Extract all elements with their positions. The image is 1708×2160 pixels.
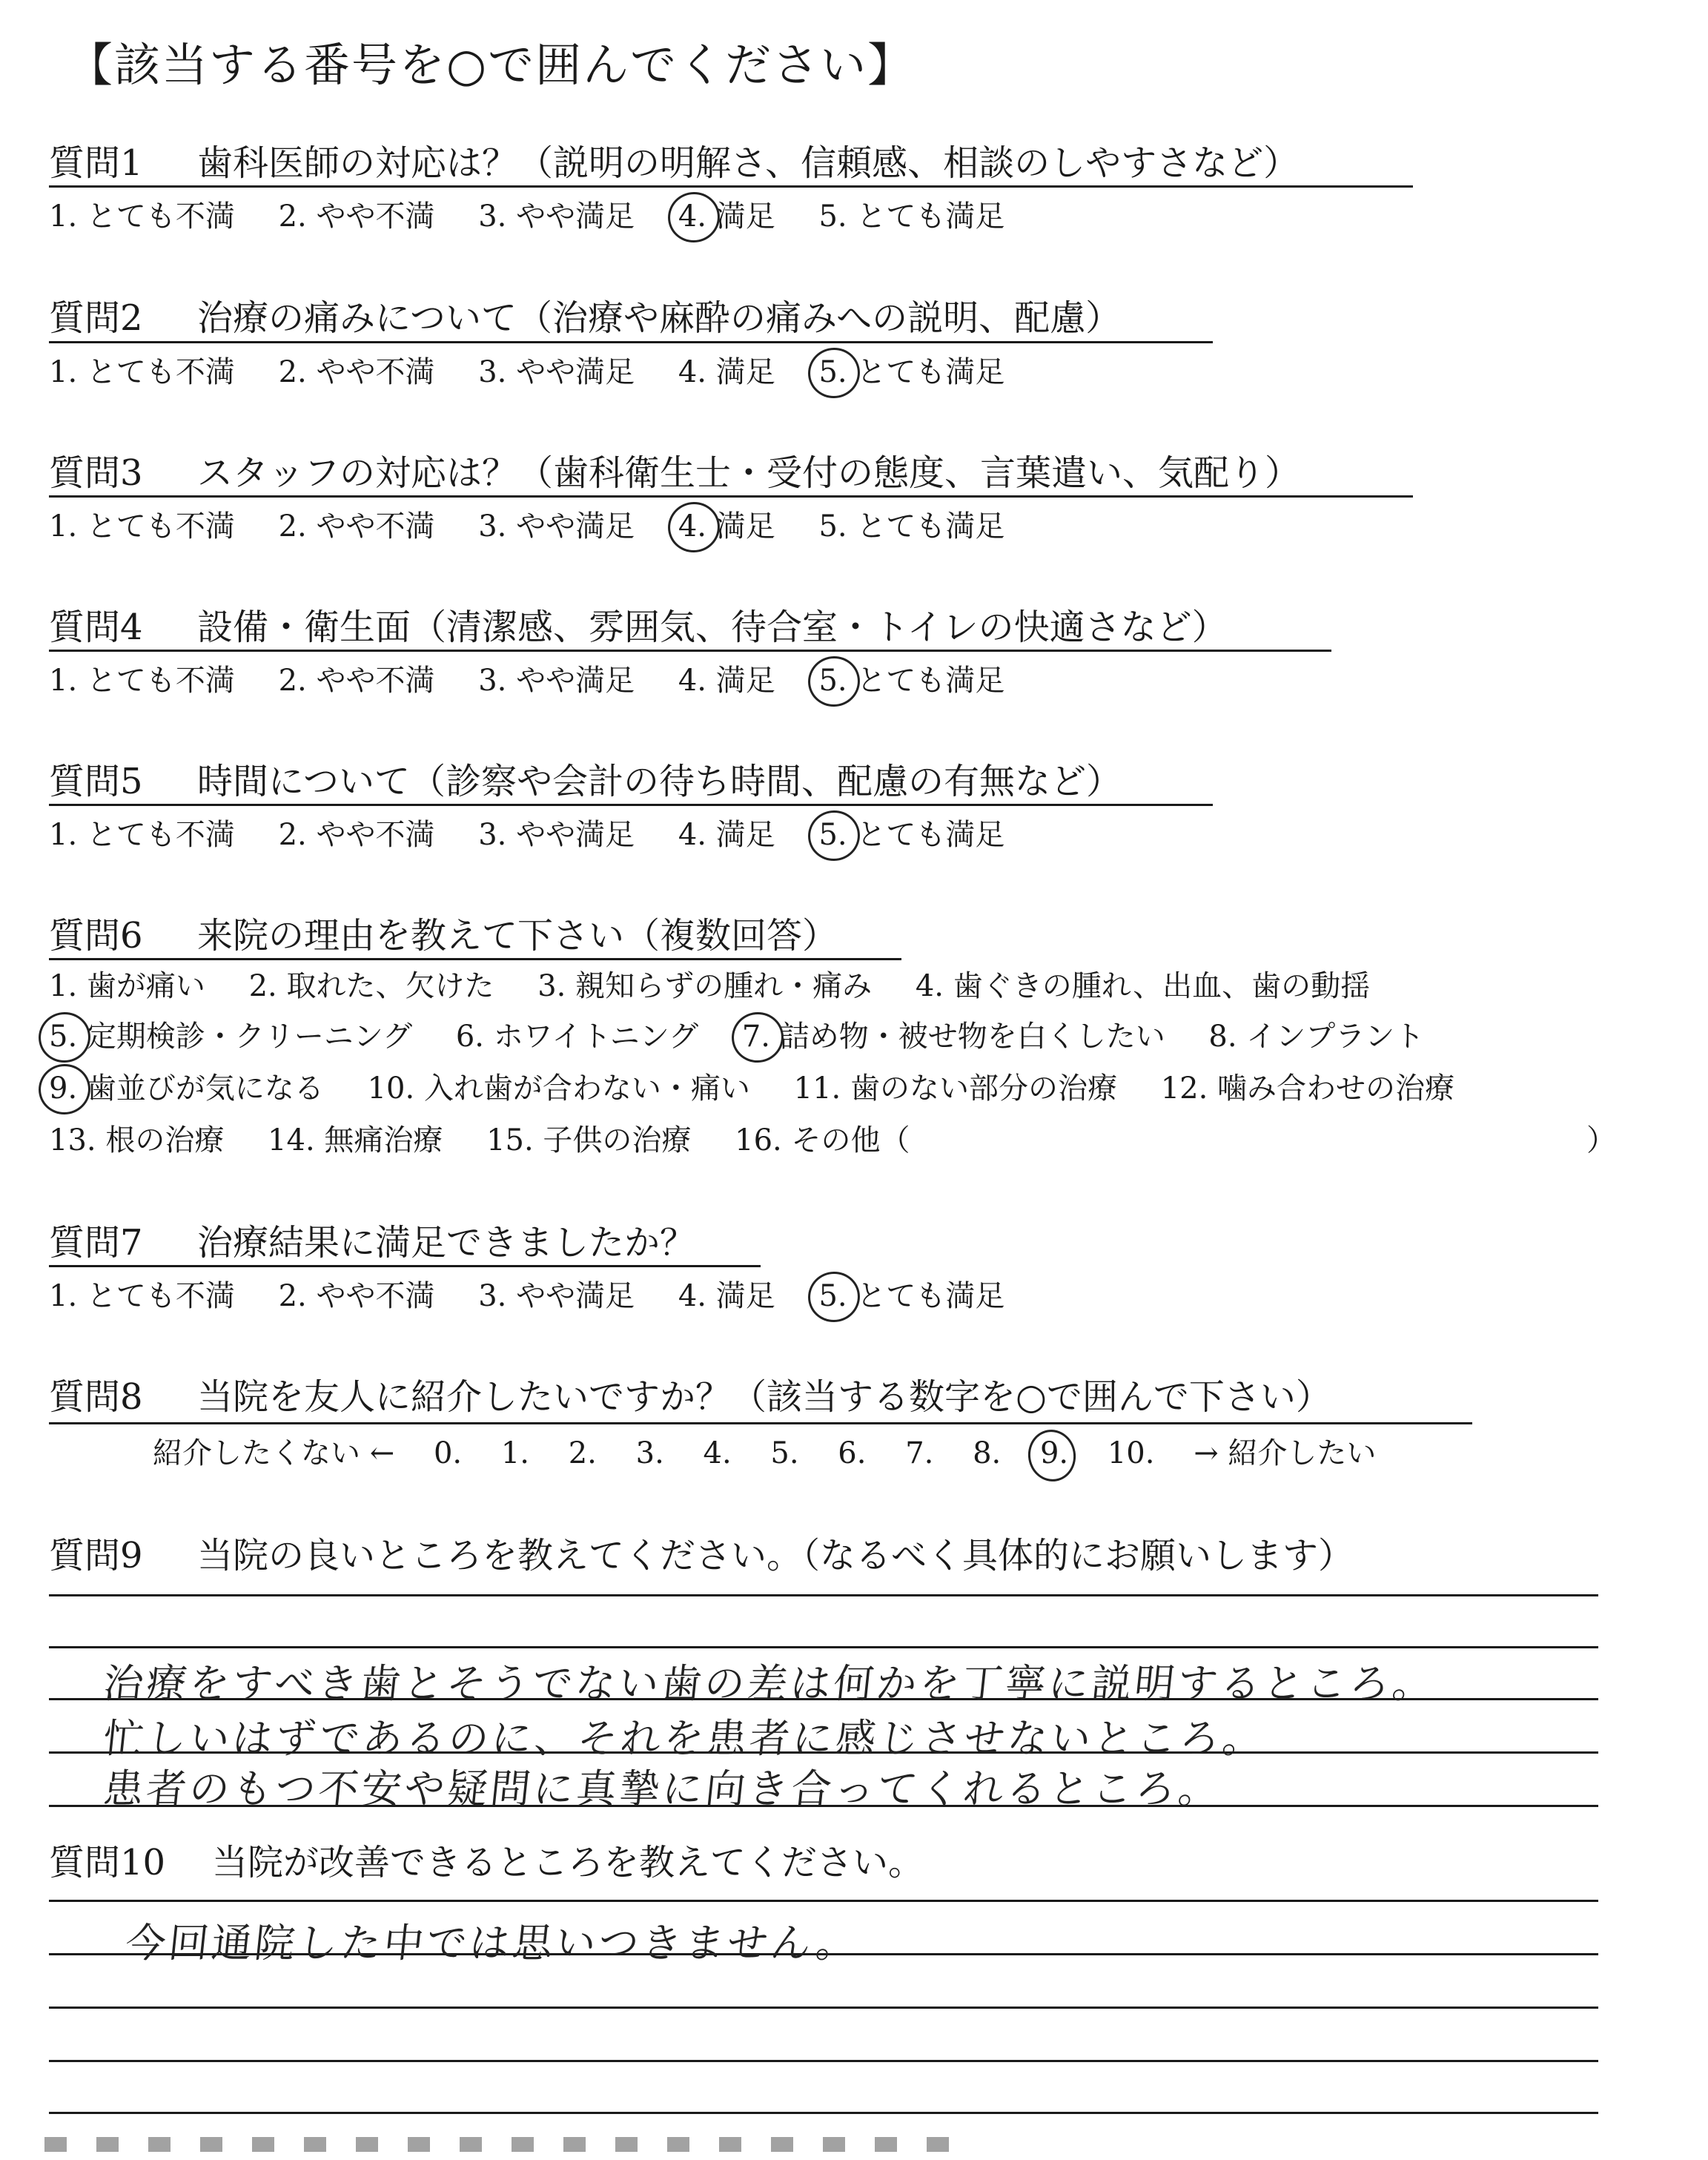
nps-right-label: → 紹介したい: [1194, 1436, 1377, 1470]
question-3-heading: [49, 452, 1301, 494]
question-6-row-1: [49, 971, 1404, 1001]
q3-option-5[interactable]: 5. とても満足: [818, 509, 1005, 544]
q9-answer-text-1[interactable]: 治療をすべき歯とそうでない歯の差は何かを丁寧に説明するところ。: [101, 1660, 1438, 1707]
q6-option-10[interactable]: 10. 入れ歯が合わない・痛い: [367, 1071, 750, 1106]
question-6-row-2: [49, 1020, 1458, 1054]
q6-option-9-selected[interactable]: 9. 歯並びが気になる: [49, 1071, 324, 1106]
question-5-number: 質問5: [49, 761, 143, 802]
question-3-text: スタッフの対応は？（歯科衛生士・受付の態度、言葉遣い、気配り）: [197, 452, 1301, 494]
question-8-heading: [49, 1376, 1331, 1418]
q10-answer-line-4: [49, 2060, 1598, 2062]
q10-answer-line-3: [49, 2007, 1598, 2009]
q10-answer-line-5: [49, 2112, 1598, 2114]
q1-option-5[interactable]: 5. とても満足: [818, 199, 1005, 234]
q7-option-1[interactable]: 1. とても不満: [49, 1279, 235, 1313]
q7-option-2[interactable]: 2. やや不満: [278, 1279, 435, 1313]
page-title: 【該当する番号を○で囲んでください】: [67, 38, 916, 92]
question-4-rule: [49, 650, 1331, 652]
question-7-number: 質問7: [49, 1222, 143, 1264]
question-9-text: 当院の良いところを教えてください。（なるべく具体的にお願いします）: [197, 1535, 1354, 1576]
q5-option-3[interactable]: 3. やや満足: [478, 818, 635, 852]
q6-option-7-selected[interactable]: 7. 詰め物・被せ物を白くしたい: [741, 1020, 1165, 1054]
q2-option-5-selected[interactable]: 5. とても満足: [818, 355, 1005, 389]
question-6-number: 質問6: [49, 915, 143, 957]
q5-option-1[interactable]: 1. とても不満: [49, 818, 235, 852]
question-5-rule: [49, 804, 1213, 806]
question-4-text: 設備・衛生面（清潔感、雰囲気、待合室・トイレの快適さなど）: [197, 607, 1228, 648]
nps-2[interactable]: 2.: [568, 1436, 597, 1470]
nps-0[interactable]: 0.: [433, 1436, 463, 1470]
q4-option-2[interactable]: 2. やや不満: [278, 664, 435, 698]
question-10-heading: [49, 1842, 924, 1883]
q9-answer-line-2: [49, 1646, 1598, 1648]
q6-option-4[interactable]: 4. 歯ぐきの腫れ、出血、歯の動揺: [915, 969, 1371, 1003]
q4-option-1[interactable]: 1. とても不満: [49, 664, 235, 698]
question-10-number: 質問10: [49, 1842, 166, 1883]
question-5-options: [49, 820, 1039, 850]
question-6-heading: [49, 915, 838, 957]
q5-option-2[interactable]: 2. やや不満: [278, 818, 435, 852]
question-1-number: 質問1: [49, 142, 143, 184]
q6-option-16[interactable]: 16. その他（: [735, 1123, 910, 1157]
question-2-rule: [49, 341, 1213, 343]
q9-answer-text-3[interactable]: 患者のもつ不安や疑問に真摯に向き合ってくれるところ。: [101, 1766, 1224, 1812]
q3-option-1[interactable]: 1. とても不満: [49, 509, 235, 544]
question-4-options: [49, 666, 1039, 696]
q2-option-4[interactable]: 4. 満足: [678, 355, 775, 389]
q2-option-2[interactable]: 2. やや不満: [278, 355, 435, 389]
question-2-options: [49, 357, 1039, 387]
nps-9-selected[interactable]: 9.: [1039, 1436, 1069, 1470]
q7-option-4[interactable]: 4. 満足: [678, 1279, 775, 1313]
q2-option-1[interactable]: 1. とても不満: [49, 355, 235, 389]
q6-option-1[interactable]: 1. 歯が痛い: [49, 969, 205, 1003]
question-7-heading: [49, 1222, 696, 1264]
cut-off-footer-text: [44, 2137, 964, 2152]
question-4-heading: [49, 607, 1228, 648]
q7-option-3[interactable]: 3. やや満足: [478, 1279, 635, 1313]
question-8-number: 質問8: [49, 1376, 143, 1418]
q3-option-4-selected[interactable]: 4. 満足: [678, 509, 775, 544]
nps-left-label: 紹介したくない ←: [153, 1436, 395, 1470]
nps-6[interactable]: 6.: [838, 1436, 867, 1470]
q10-answer-text-1[interactable]: 今回通院した中では思いつきません。: [123, 1920, 862, 1966]
q6-option-15[interactable]: 15. 子供の治療: [486, 1123, 692, 1157]
q6-option-5-selected[interactable]: 5. 定期検診・クリーニング: [49, 1020, 413, 1054]
q6-option-14[interactable]: 14. 無痛治療: [268, 1123, 443, 1157]
question-6-text: 来院の理由を教えて下さい（複数回答）: [197, 915, 838, 957]
question-10-text: 当院が改善できるところを教えてください。: [212, 1842, 924, 1883]
q6-option-6[interactable]: 6. ホワイトニング: [455, 1020, 699, 1054]
question-3-options: [49, 509, 1039, 544]
q7-option-5-selected[interactable]: 5. とても満足: [818, 1279, 1005, 1313]
q6-option-3[interactable]: 3. 親知らずの腫れ・痛み: [537, 969, 873, 1003]
question-6-row-4: [49, 1123, 944, 1157]
question-8-text: 当院を友人に紹介したいですか？（該当する数字を○で囲んで下さい）: [197, 1376, 1331, 1418]
q6-option-12[interactable]: 12. 噛み合わせの治療: [1160, 1071, 1455, 1106]
question-1-options: [49, 199, 1039, 234]
q1-option-2[interactable]: 2. やや不満: [278, 199, 435, 234]
q5-option-4[interactable]: 4. 満足: [678, 818, 775, 852]
question-8-rule: [49, 1422, 1472, 1424]
question-9-heading: [49, 1535, 1354, 1576]
question-2-number: 質問2: [49, 297, 143, 339]
q6-option-2[interactable]: 2. 取れた、欠けた: [248, 969, 494, 1003]
q5-option-5-selected[interactable]: 5. とても満足: [818, 818, 1005, 852]
question-4-number: 質問4: [49, 607, 143, 648]
question-1-text: 歯科医師の対応は？（説明の明解さ、信頼感、相談のしやすさなど）: [197, 142, 1300, 184]
q1-option-1[interactable]: 1. とても不満: [49, 199, 235, 234]
question-1-rule: [49, 185, 1413, 188]
question-6-rule: [49, 958, 901, 960]
nps-7[interactable]: 7.: [905, 1436, 934, 1470]
question-3-number: 質問3: [49, 452, 143, 494]
question-8-scale: [153, 1436, 1406, 1470]
question-3-rule: [49, 495, 1413, 498]
q9-answer-text-2[interactable]: 忙しいはずであるのに、それを患者に感じさせないところ。: [101, 1715, 1268, 1762]
q6-option-8[interactable]: 8. インプラント: [1208, 1020, 1425, 1054]
question-7-options: [49, 1281, 1039, 1311]
q6-option-11[interactable]: 11. 歯のない部分の治療: [793, 1071, 1117, 1106]
q1-option-3[interactable]: 3. やや満足: [478, 199, 635, 234]
q9-answer-line-1: [49, 1594, 1598, 1596]
q6-option-13[interactable]: 13. 根の治療: [49, 1123, 225, 1157]
question-6-row-3: [49, 1071, 1489, 1106]
question-1-heading: [49, 142, 1300, 184]
nps-5[interactable]: 5.: [770, 1436, 799, 1470]
question-7-text: 治療結果に満足できましたか？: [197, 1222, 696, 1264]
q4-option-5-selected[interactable]: 5. とても満足: [818, 664, 1005, 698]
question-2-text: 治療の痛みについて（治療や麻酔の痛みへの説明、配慮）: [197, 297, 1122, 339]
q4-option-4[interactable]: 4. 満足: [678, 664, 775, 698]
q3-option-2[interactable]: 2. やや不満: [278, 509, 435, 544]
question-5-heading: [49, 761, 1122, 802]
nps-3[interactable]: 3.: [635, 1436, 664, 1470]
question-2-heading: [49, 297, 1122, 339]
nps-8[interactable]: 8.: [973, 1436, 1002, 1470]
q4-option-3[interactable]: 3. やや満足: [478, 664, 635, 698]
q3-option-3[interactable]: 3. やや満足: [478, 509, 635, 544]
q10-answer-line-1: [49, 1900, 1598, 1902]
q1-option-4-selected[interactable]: 4. 満足: [678, 199, 775, 234]
question-5-text: 時間について（診察や会計の待ち時間、配慮の有無など）: [197, 761, 1122, 802]
nps-1[interactable]: 1.: [500, 1436, 530, 1470]
q6-other-close-paren: ）: [1586, 1123, 1616, 1157]
question-7-rule: [49, 1265, 761, 1267]
question-9-number: 質問9: [49, 1535, 143, 1576]
nps-10[interactable]: 10.: [1107, 1436, 1155, 1470]
q2-option-3[interactable]: 3. やや満足: [478, 355, 635, 389]
nps-4[interactable]: 4.: [703, 1436, 732, 1470]
